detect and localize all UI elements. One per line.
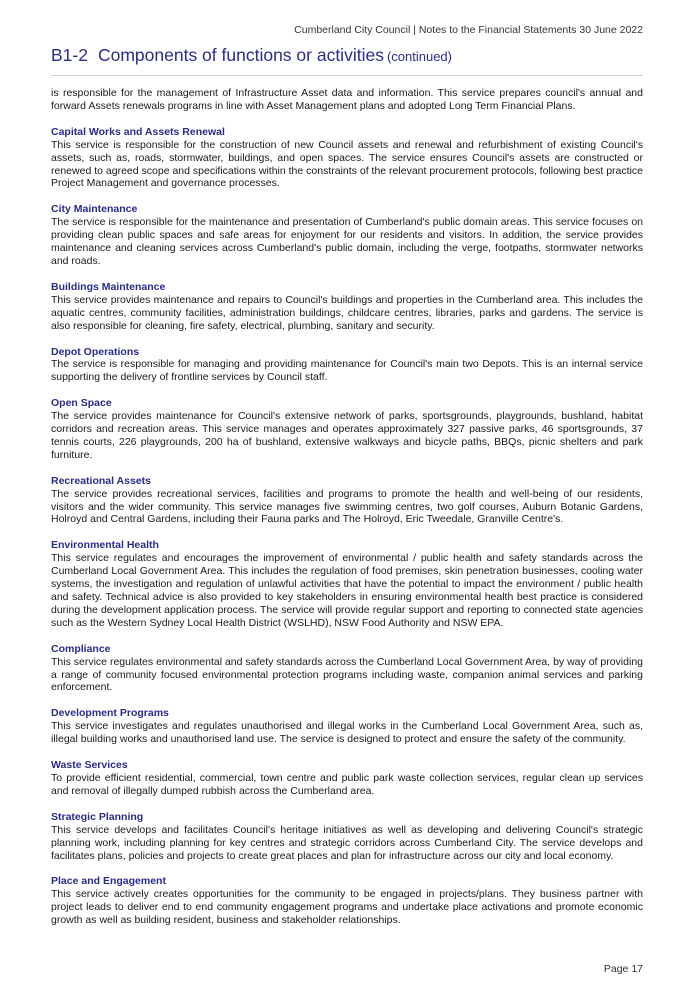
section-heading: Development Programs (51, 707, 169, 720)
title-divider (51, 75, 643, 76)
note-number: B1-2 (51, 45, 88, 65)
section-capital-works (51, 126, 643, 191)
section-depot-operations (51, 346, 643, 385)
section-heading: Place and Engagement (51, 875, 166, 888)
section-body: The service is responsible for managing and providing maintenance for Council's main two Depots. This is an internal service supporting the delivery of frontline services by Council staff. (51, 358, 643, 384)
section-place-and-engagement (51, 875, 643, 927)
running-header: Cumberland City Council | Notes to the Financial Statements 30 June 2022 (294, 24, 643, 36)
section-body: The service is responsible for the maintenance and presentation of Cumberland's public domain areas. This service focuses on providing clean public spaces and safe areas for enjoyment for our residents and visitors. In addition, the service provides maintenance and cleaning services across Cumberland's public domain, including the verge, footpaths, stormwater networks and roads. (51, 216, 643, 267)
section-body: This service regulates environmental and safety standards across the Cumberland Local Government Area, by way of providing a range of community focused environmental protection programs including waste, companion animal services and parking enforcement. (51, 655, 643, 694)
section-heading: Environmental Health (51, 539, 159, 552)
section-open-space (51, 397, 643, 462)
section-buildings-maintenance (51, 281, 643, 333)
section-heading: Buildings Maintenance (51, 280, 166, 293)
document-body (51, 87, 643, 927)
section-city-maintenance (51, 203, 643, 268)
section-heading: City Maintenance (51, 203, 138, 216)
page-number: Page 17 (603, 963, 643, 975)
section-compliance (51, 643, 643, 695)
page-title (51, 45, 643, 66)
section-heading: Depot Operations (51, 345, 140, 358)
section-heading: Waste Services (51, 759, 128, 772)
section-development-programs (51, 707, 643, 746)
section-body: To provide efficient residential, commercial, town centre and public park waste collection services, regular clean up services and removal of illegally dumped rubbish across the Cumberland area. (51, 771, 643, 797)
section-waste-services (51, 759, 643, 798)
section-recreational-assets (51, 475, 643, 527)
continued-label: (continued) (386, 49, 452, 64)
section-body: This service develops and facilitates Council's heritage initiatives as well as developing and delivering Council's strategic planning work, including planning for key centres and strategic corridors across Cumberland City. The service develops and facilitates plans, policies and projects to create great places and plan for infrastructure across our city and local economy. (51, 823, 643, 862)
section-body: This service investigates and regulates unauthorised and illegal works in the Cumberland Local Government Area, such as, illegal building works and unauthorised land use. The service is designed to protect and ensure the safety of the community. (51, 720, 643, 746)
note-title: Components of functions or activities (97, 45, 384, 65)
section-heading: Open Space (51, 397, 112, 410)
section-strategic-planning (51, 811, 643, 863)
section-heading: Capital Works and Assets Renewal (51, 125, 225, 138)
section-body: This service provides maintenance and repairs to Council's buildings and properties in the Cumberland area. This includes the aquatic centres, community facilities, administration buildings, childcare centres, libraries, parks and gardens. The service is also responsible for cleaning, fire safety, electrical, plumbing, sanitary and security. (51, 293, 643, 332)
section-heading: Strategic Planning (51, 810, 144, 823)
section-heading: Compliance (51, 642, 111, 655)
section-body: The service provides recreational services, facilities and programs to promote the health and well-being of our residents, visitors and the wider community. This service manages five swimming centres, two golf courses, Auburn Botanic Gardens, Holroyd and Central Gardens, including their Fauna parks and The Holroyd, Eric Tweedale, Granville Centre's. (51, 487, 643, 526)
section-body: The service provides maintenance for Council's extensive network of parks, sportsgrounds, playgrounds, bushland, habitat corridors and recreation areas. This service manages and operates approximately 327 passive parks, 46 sportsgrounds, 37 tennis courts, 226 playgrounds, 200 ha of bushland, extensive walkways and bicycle paths, BBQs, picnic shelters and park furniture. (51, 410, 643, 461)
section-body: This service regulates and encourages the improvement of environmental / public health and safety standards across the Cumberland Local Government Area. This includes the regulation of food premises, skin penetration businesses, cooling water systems, the investigation and regulation of unlawful activities that have the potential to impact the environment / public health and safety. Technical advice is also provided to key stakeholders in ensuring environmental health best practice is considered during the development application process. The service will provide regular support and reporting to connected state agencies such as the Western Sydney Local Health District (WSLHD), NSW Food Authority and NSW EPA. (51, 552, 643, 629)
section-environmental-health (51, 539, 643, 629)
intro-paragraph: is responsible for the management of Infrastructure Asset data and information. This service prepares council's annual and forward Assets renewals programs in line with Asset Management plans and adopted Long Term Financial Plans. (51, 87, 643, 112)
section-heading: Recreational Assets (51, 474, 151, 487)
section-body: This service is responsible for the construction of new Council assets and renewal and refurbishment of existing Council's assets, such as, roads, stormwater, buildings, and open spaces. The service ensures Council's assets are constructed or renewed to agreed scope and specifications within the constraints of the relevant procurement protocols, following best practice Project Management and governance processes. (51, 138, 643, 190)
section-body: This service actively creates opportunities for the community to be engaged in projects/plans. They business partner with project leads to deliver end to end community engagement programs and undertake place activations and promote economic growth as well as building resident, business and stakeholder relationships. (51, 888, 643, 927)
